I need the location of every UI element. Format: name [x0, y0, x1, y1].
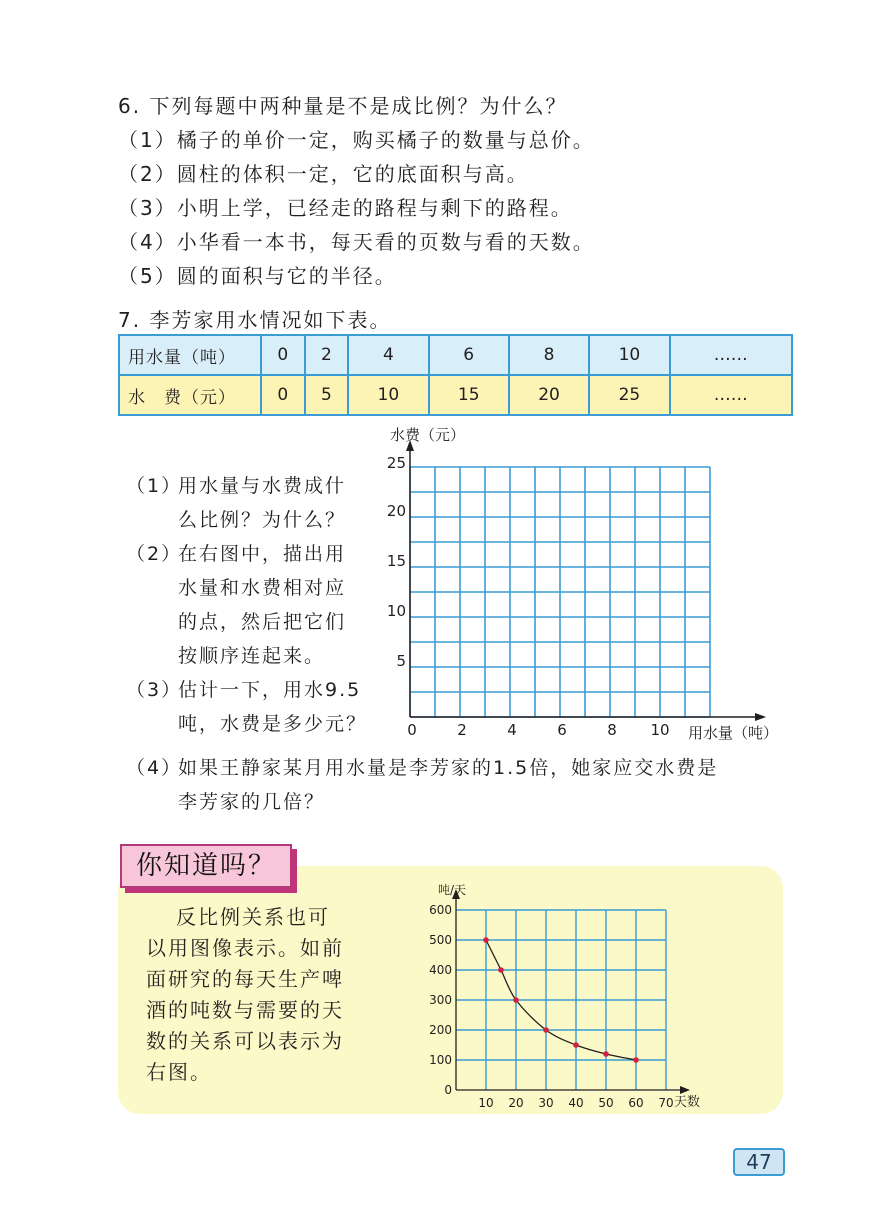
table-row-usage	[119, 335, 792, 375]
chart-y-label: 吨/天	[438, 883, 467, 897]
sub-text: 按顺序连起来。	[178, 645, 326, 667]
table-cell: 10	[589, 335, 669, 375]
chart-y-tick-label: 100	[429, 1053, 452, 1067]
grid-lines	[410, 467, 710, 717]
x-tick-label: 4	[507, 721, 517, 739]
sub-text: 如果王静家某月用水量是李芳家的1.5倍，她家应交水费是	[178, 757, 719, 779]
chart-x-tick-label: 20	[508, 1096, 524, 1110]
sub-text: 么比例？为什么？	[178, 509, 347, 531]
x-tick-label: 2	[457, 721, 467, 739]
x-tick-label: 6	[557, 721, 567, 739]
sub-text: 的点，然后把它们	[178, 611, 347, 633]
table-cell: 5	[305, 375, 349, 415]
q6-item-3: （3）小明上学，已经走的路程与剩下的路程。	[118, 196, 573, 220]
chart-x-tick-label: 10	[478, 1096, 494, 1110]
page-number: 47	[733, 1148, 785, 1176]
chart-ticks	[429, 903, 674, 1110]
water-usage-table	[118, 334, 793, 416]
table-cell: 6	[429, 335, 509, 375]
chart-y-tick-label: 400	[429, 963, 452, 977]
chart-y-tick-label: 0	[444, 1083, 452, 1097]
chart-y-tick-label: 600	[429, 903, 452, 917]
water-fee-grid	[380, 420, 810, 750]
chart-point	[483, 937, 489, 943]
table-cell: 4	[348, 335, 428, 375]
dyk-line: 面研究的每天生产啤	[146, 967, 344, 991]
table-row-fee	[119, 375, 792, 415]
dyk-line: 右图。	[146, 1060, 212, 1084]
q6-item-1: （1）橘子的单价一定，购买橘子的数量与总价。	[118, 128, 595, 152]
chart-x-axis-arrow	[680, 1086, 690, 1094]
table-cell: 15	[429, 375, 509, 415]
grid-x-label: 用水量（吨）	[688, 724, 779, 742]
table-cell: 8	[509, 335, 589, 375]
chart-point	[573, 1042, 579, 1048]
table-cell: ……	[670, 375, 792, 415]
x-tick-label: 10	[650, 721, 670, 739]
chart-point	[513, 997, 519, 1003]
x-axis-arrow	[755, 713, 766, 721]
chart-x-label: 天数	[674, 1095, 701, 1110]
chart-point	[633, 1057, 639, 1063]
chart-x-tick-label: 50	[598, 1096, 614, 1110]
q6-item-2: （2）圆柱的体积一定，它的底面积与高。	[118, 162, 529, 186]
sub-text: 估计一下，用水9.5	[178, 679, 362, 701]
y-tick-label: 5	[396, 652, 406, 670]
chart-grid	[456, 910, 666, 1090]
y-tick-label: 20	[386, 502, 406, 520]
dyk-line: 以用图像表示。如前	[146, 936, 344, 960]
chart-point	[498, 967, 504, 973]
chart-point	[543, 1027, 549, 1033]
x-tick-label: 0	[407, 721, 417, 739]
grid-y-label: 水费（元）	[390, 426, 466, 444]
did-you-know-badge: 你知道吗？	[120, 844, 292, 888]
chart-y-tick-label: 500	[429, 933, 452, 947]
sub-text: 吨，水费是多少元？	[178, 713, 368, 735]
dyk-line: 反比例关系也可	[176, 905, 330, 929]
sub-number: （4）	[126, 757, 183, 779]
table-cell: 25	[589, 375, 669, 415]
sub-number: （2）	[126, 543, 183, 565]
sub-text: 用水量与水费成什	[178, 475, 347, 497]
x-tick-label: 8	[607, 721, 617, 739]
sub-text: 李芳家的几倍？	[178, 791, 326, 813]
chart-y-tick-label: 300	[429, 993, 452, 1007]
y-tick-label: 10	[386, 602, 406, 620]
table-header-usage: 用水量（吨）	[119, 335, 261, 375]
y-tick-label: 25	[386, 454, 406, 472]
dyk-line: 数的关系可以表示为	[146, 1029, 344, 1053]
sub-text: 在右图中，描出用	[178, 543, 347, 565]
table-cell: 0	[261, 335, 305, 375]
table-cell: 10	[348, 375, 428, 415]
table-header-fee: 水 费（元）	[119, 375, 261, 415]
y-tick-label: 15	[386, 552, 406, 570]
table-cell: 20	[509, 375, 589, 415]
dyk-line: 酒的吨数与需要的天	[146, 998, 344, 1022]
q7-title: 7. 李芳家用水情况如下表。	[118, 308, 392, 332]
sub-text: 水量和水费相对应	[178, 577, 347, 599]
inverse-proportion-chart	[418, 876, 718, 1112]
table-cell: 0	[261, 375, 305, 415]
chart-x-tick-label: 60	[628, 1096, 644, 1110]
q6-title: 6. 下列每题中两种量是不是成比例？为什么？	[118, 94, 568, 118]
sub-number: （1）	[126, 475, 183, 497]
chart-y-tick-label: 200	[429, 1023, 452, 1037]
q6-item-5: （5）圆的面积与它的半径。	[118, 264, 397, 288]
chart-point	[603, 1051, 609, 1057]
chart-x-tick-label: 30	[538, 1096, 554, 1110]
chart-x-tick-label: 40	[568, 1096, 584, 1110]
sub-number: （3）	[126, 679, 183, 701]
chart-x-tick-label: 70	[658, 1096, 674, 1110]
table-cell: 2	[305, 335, 349, 375]
table-cell: ……	[670, 335, 792, 375]
q6-item-4: （4）小华看一本书，每天看的页数与看的天数。	[118, 230, 595, 254]
